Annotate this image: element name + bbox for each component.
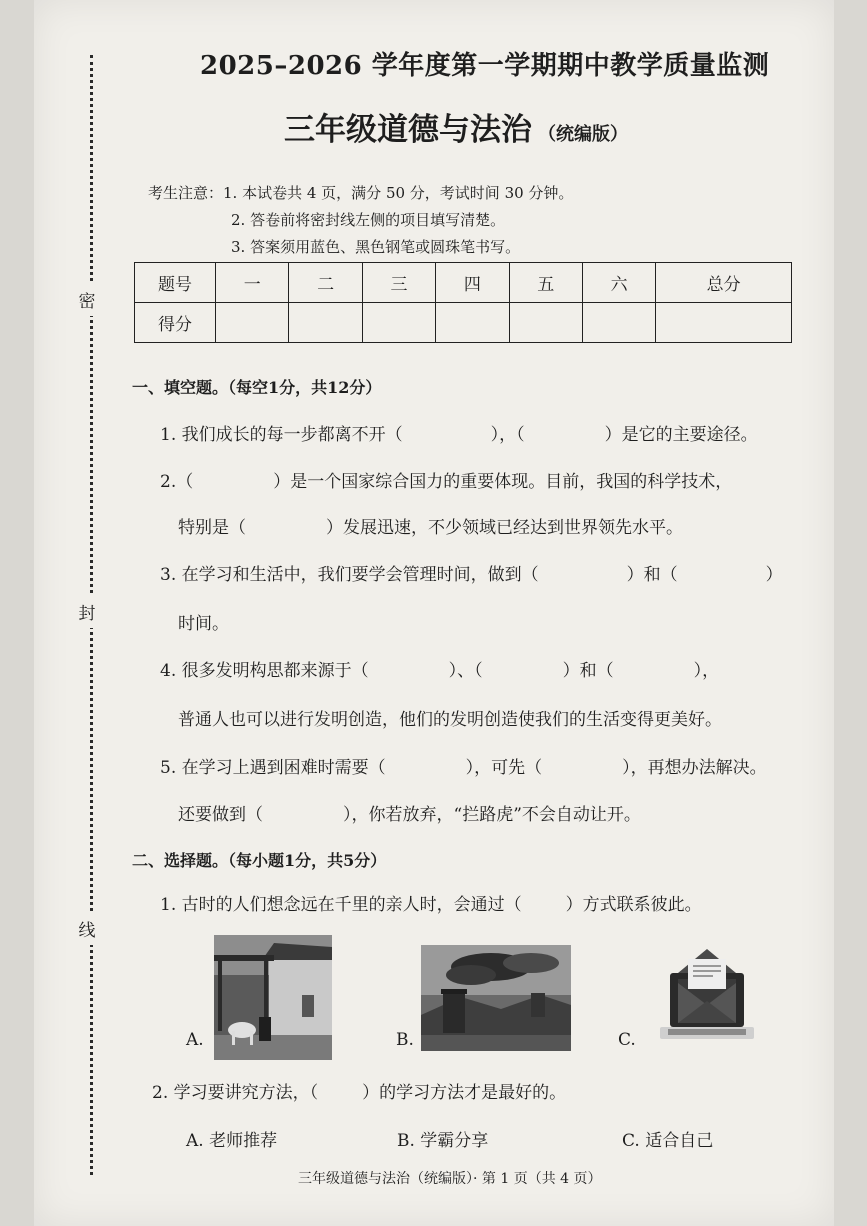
score-table-header-row — [135, 263, 792, 303]
score-table — [134, 262, 792, 343]
option-label-c[interactable]: C. — [618, 1030, 636, 1050]
laptop-email-icon[interactable] — [660, 945, 754, 1045]
exam-notes — [148, 180, 573, 261]
score-header-cell: 总分 — [656, 263, 792, 303]
score-row-label: 得分 — [135, 303, 216, 343]
fill-question-2-line2: 特别是（ ）发展迅速，不少领域已经达到世界领先水平。 — [178, 518, 683, 538]
notes-label: 考生注意： — [148, 184, 224, 202]
fill-question-1: 1. 我们成长的每一步都离不开（ ），（ ）是它的主要途径。 — [160, 425, 758, 445]
binding-label-mi: 密 — [76, 283, 98, 316]
choice-images — [186, 935, 786, 1060]
score-cell[interactable] — [289, 303, 362, 343]
choice-option-b[interactable]: B. 学霸分享 — [397, 1131, 489, 1151]
beacon-tower-image[interactable] — [421, 945, 571, 1051]
score-header-cell: 一 — [216, 263, 289, 303]
score-header-cell: 六 — [582, 263, 655, 303]
fill-question-4-line1: 4. 很多发明构思都来源于（ ）、（ ）和（ ）， — [160, 661, 720, 681]
score-cell[interactable] — [582, 303, 655, 343]
score-header-cell: 四 — [436, 263, 509, 303]
choice-question-2: 2. 学习要讲究方法，（ ）的学习方法才是最好的。 — [152, 1083, 567, 1103]
notes-item-2: 2. 答卷前将密封线左侧的项目填写清楚。 — [231, 211, 506, 229]
score-cell[interactable] — [656, 303, 792, 343]
choice-question-1: 1. 古时的人们想念远在千里的亲人时，会通过（ ）方式联系彼此。 — [160, 895, 702, 915]
binding-label-feng: 封 — [76, 595, 98, 628]
score-cell[interactable] — [362, 303, 435, 343]
fill-question-5-line2: 还要做到（ ），你若放弃，“拦路虎”不会自动让开。 — [178, 805, 641, 825]
score-header-cell: 题号 — [135, 263, 216, 303]
section1-heading: 一、填空题。（每空1分，共12分） — [132, 378, 382, 397]
choice-option-a[interactable]: A. 老师推荐 — [186, 1131, 278, 1151]
subject-name: 三年级道德与法治 — [284, 112, 532, 148]
fill-question-4-line2: 普通人也可以进行发明创造，他们的发明创造使我们的生活变得更美好。 — [178, 710, 722, 730]
page-footer: 三年级道德与法治（统编版）· 第 1 页（共 4 页） — [298, 1171, 602, 1187]
fill-question-3-line2: 时间。 — [178, 614, 229, 634]
exam-title: 2025–2026 学年度第一学期期中教学质量监测 — [200, 51, 770, 81]
score-header-cell: 三 — [362, 263, 435, 303]
score-cell[interactable] — [509, 303, 582, 343]
option-label-a[interactable]: A. — [186, 1030, 204, 1050]
fill-question-3-line1: 3. 在学习和生活中，我们要学会管理时间，做到（ ）和（ ） — [160, 565, 783, 585]
fill-question-5-line1: 5. 在学习上遇到困难时需要（ ），可先（ ），再想办法解决。 — [160, 758, 767, 778]
subject-title — [284, 104, 628, 149]
score-cell[interactable] — [436, 303, 509, 343]
score-table-score-row — [135, 303, 792, 343]
binding-label-xian: 线 — [76, 912, 98, 945]
ancient-post-station-image[interactable] — [214, 935, 332, 1060]
section2-heading: 二、选择题。（每小题1分，共5分） — [132, 851, 387, 870]
option-label-b[interactable]: B. — [396, 1030, 414, 1050]
notes-item-1: 1. 本试卷共 4 页，满分 50 分，考试时间 30 分钟。 — [223, 184, 574, 202]
score-header-cell: 五 — [509, 263, 582, 303]
notes-item-3: 3. 答案须用蓝色、黑色钢笔或圆珠笔书写。 — [231, 238, 521, 256]
choice-option-c[interactable]: C. 适合自己 — [622, 1131, 714, 1151]
edition-label: （统编版） — [538, 124, 628, 145]
score-cell[interactable] — [216, 303, 289, 343]
score-header-cell: 二 — [289, 263, 362, 303]
fill-question-2-line1: 2.（ ）是一个国家综合国力的重要体现。目前，我国的科学技术， — [160, 472, 733, 492]
